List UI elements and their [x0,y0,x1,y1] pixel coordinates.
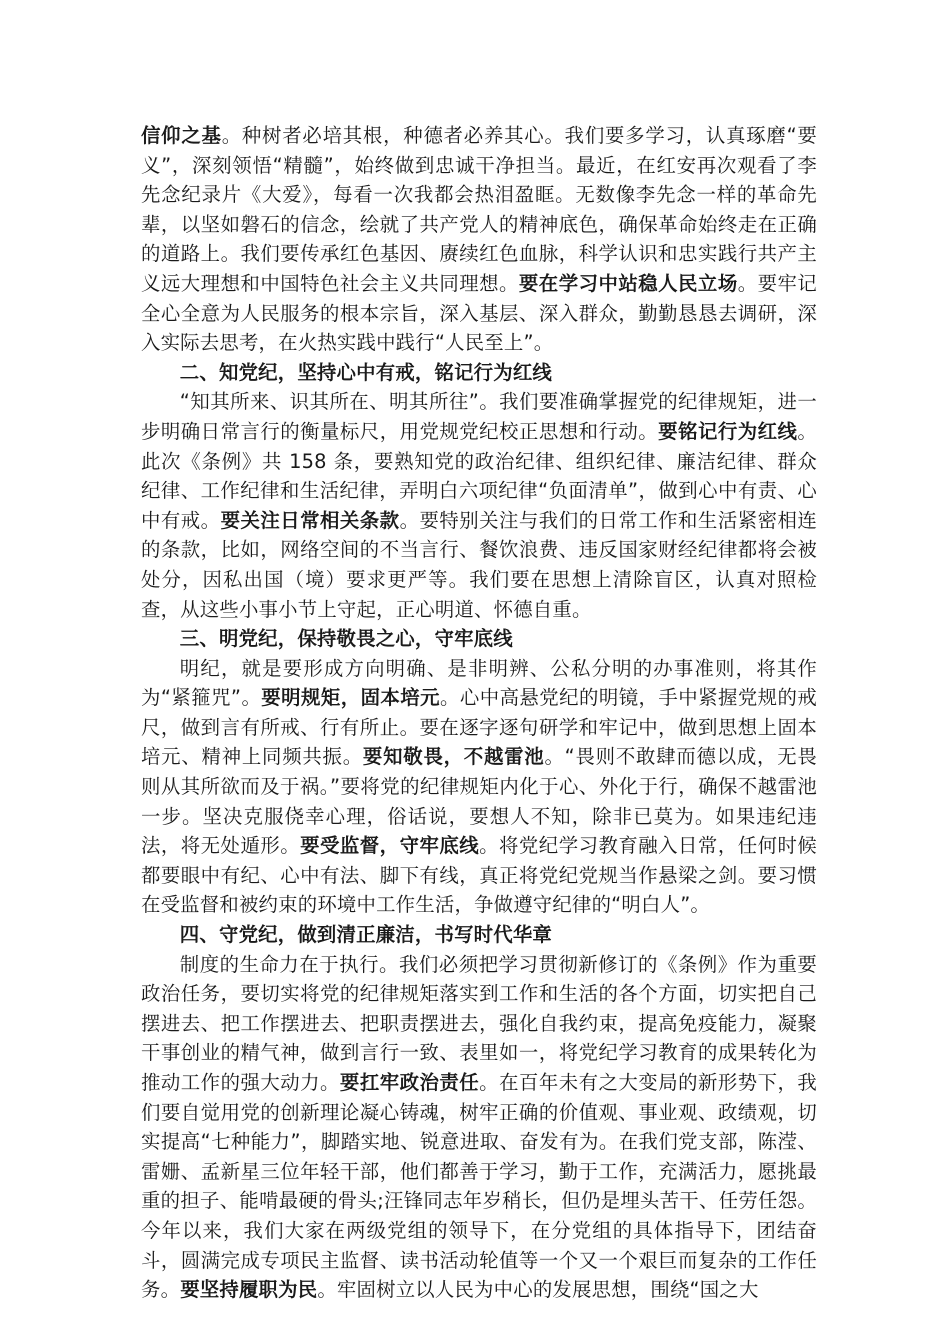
emphasis-text: 要关注日常相关条款 [220,508,400,532]
paragraph-text: 。牢固树立以人民为中心的发展思想，围绕“国之大 [317,1278,759,1302]
paragraph-text: 。此次《条例》共 158 条，要熟知党的政治纪律、组织纪律、廉洁纪律、群众纪律、工作纪律和生活纪律，弄明白六项纪律“负面清单”，做到心中有责、心中有戒。 [141,419,818,532]
section-heading [141,920,817,950]
paragraph-text: 。要牢记全心全意为人民服务的根本宗旨，深入基层、深入群众，勤勤恳恳去调研，深入实际去思考，在火热实践中践行“人民至上”。 [141,271,817,355]
emphasis-text: 四、守党纪，做到清正廉洁，书写时代华章 [179,923,553,947]
emphasis-text: 要扛牢政治责任 [339,1071,480,1094]
paragraph-text: 制度的生命力在于执行。我们必须把学习贯彻新修订的《条例》作为重要政治任务，要切实将党的纪律规矩落实到工作和生活的各个方面，切实把自己摆进去、把工作摆进去、把职责摆进去，强化自我约束，提高免疫能力，凝聚干事创业的精气神，做到言行一致、表里如一，将党纪学习教育的成果转化为推动工作的强大动力。 [141,952,817,1094]
paragraph-text: 。在百年未有之大变局的新形势下，我们要自觉用党的创新理论凝心铸魂，树牢正确的价值观、事业观、政绩观，切实提高“七种能力”，脚踏实地、锐意进取、奋发有为。在我们党支部，陈滢、雷姗、孟新星三位年轻干部，他们都善于学习，勤于工作，充满活力，愿挑最重的担子、能啃最硬的骨头;汪锋同志年岁稍长，但仍是埋头苦干、任劳任怨。今年以来，我们大家在两级党组的领导下，在分党组的具体指导下，团结奋斗，圆满完成专项民主监督、读书活动轮值等一个又一个艰巨而复杂的工作任务。 [141,1071,818,1302]
section-heading [141,624,817,654]
paragraph-text: 。要特别关注与我们的日常工作和生活紧密相连的条款，比如，网络空间的不当言行、餐饮浪费、违反国家财经纪律都将会被处分，因私出国（境）要求更严等。我们要在思想上清除盲区，认真对照检查，从这些小事小节上守起，正心明道、怀德自重。 [141,508,817,621]
emphasis-text: 要坚持履职为民 [180,1278,318,1302]
emphasis-text: 信仰之基 [141,124,222,147]
emphasis-text: 二、知党纪，坚持心中有戒，铭记行为红线 [179,360,553,384]
document-body [141,121,817,1305]
emphasis-text: 要明规矩，固本培元 [261,686,440,710]
section-heading [141,358,817,388]
paragraph-text: 。种树者必培其根，种德者必养其心。我们要多学习，认真琢磨“要义”，深刻领悟“精髓”，始终做到忠诚干净担当。最近，在红安再次观看了李先念纪录片《大爱》，每看一次我都会热泪盈眶。无数像李先念一样的革命先辈，以坚如磐石的信念，绘就了共产党人的精神底色，确保革命始终走在正确的道路上。我们要传承红色基因、赓续红色血脉，科学认识和忠实践行共产主义远大理想和中国特色社会主义共同理想。 [141,124,817,295]
body-paragraph [141,950,817,1305]
body-paragraph [141,121,817,358]
paragraph-text: “知其所来、识其所在、明其所往”。我们要准确掌握党的纪律规矩，进一步明确日常言行的衡量标尺，用党规党纪校正思想和行动。 [141,390,817,443]
emphasis-text: 三、明党纪，保持敬畏之心，守牢底线 [179,627,513,651]
paragraph-text: 。将党纪学习教育融入日常，任何时候都要眼中有纪、心中有法、脚下有线，真正将党纪党规当作悬梁之剑。要习惯在受监督和被约束的环境中工作生活，争做遵守纪律的“明白人”。 [141,834,817,917]
body-paragraph [141,387,817,624]
emphasis-text: 要铭记行为红线 [658,419,798,443]
emphasis-text: 要知敬畏，不越雷池 [362,745,545,769]
paragraph-text: 。心中高悬党纪的明镜，手中紧握党规的戒尺，做到言有所戒、行有所止。要在逐字逐句研学和牢记中，做到思想上固本培元、精神上同频共振。 [141,686,817,769]
body-paragraph [141,654,817,920]
paragraph-text: 明纪，就是要形成方向明确、是非明辨、公私分明的办事准则，将其作为“紧箍咒”。 [141,656,817,710]
emphasis-text: 要受监督，守牢底线 [300,834,480,858]
emphasis-text: 要在学习中站稳人民立场 [518,271,738,295]
paragraph-text: 。“畏则不敢肆而德以成，无畏则从其所欲而及于祸。”要将党的纪律规矩内化于心、外化于行，确保不越雷池一步。坚决克服侥幸心理，俗话说，要想人不知，除非已莫为。如果违纪违法，将无处遁形。 [141,745,817,858]
